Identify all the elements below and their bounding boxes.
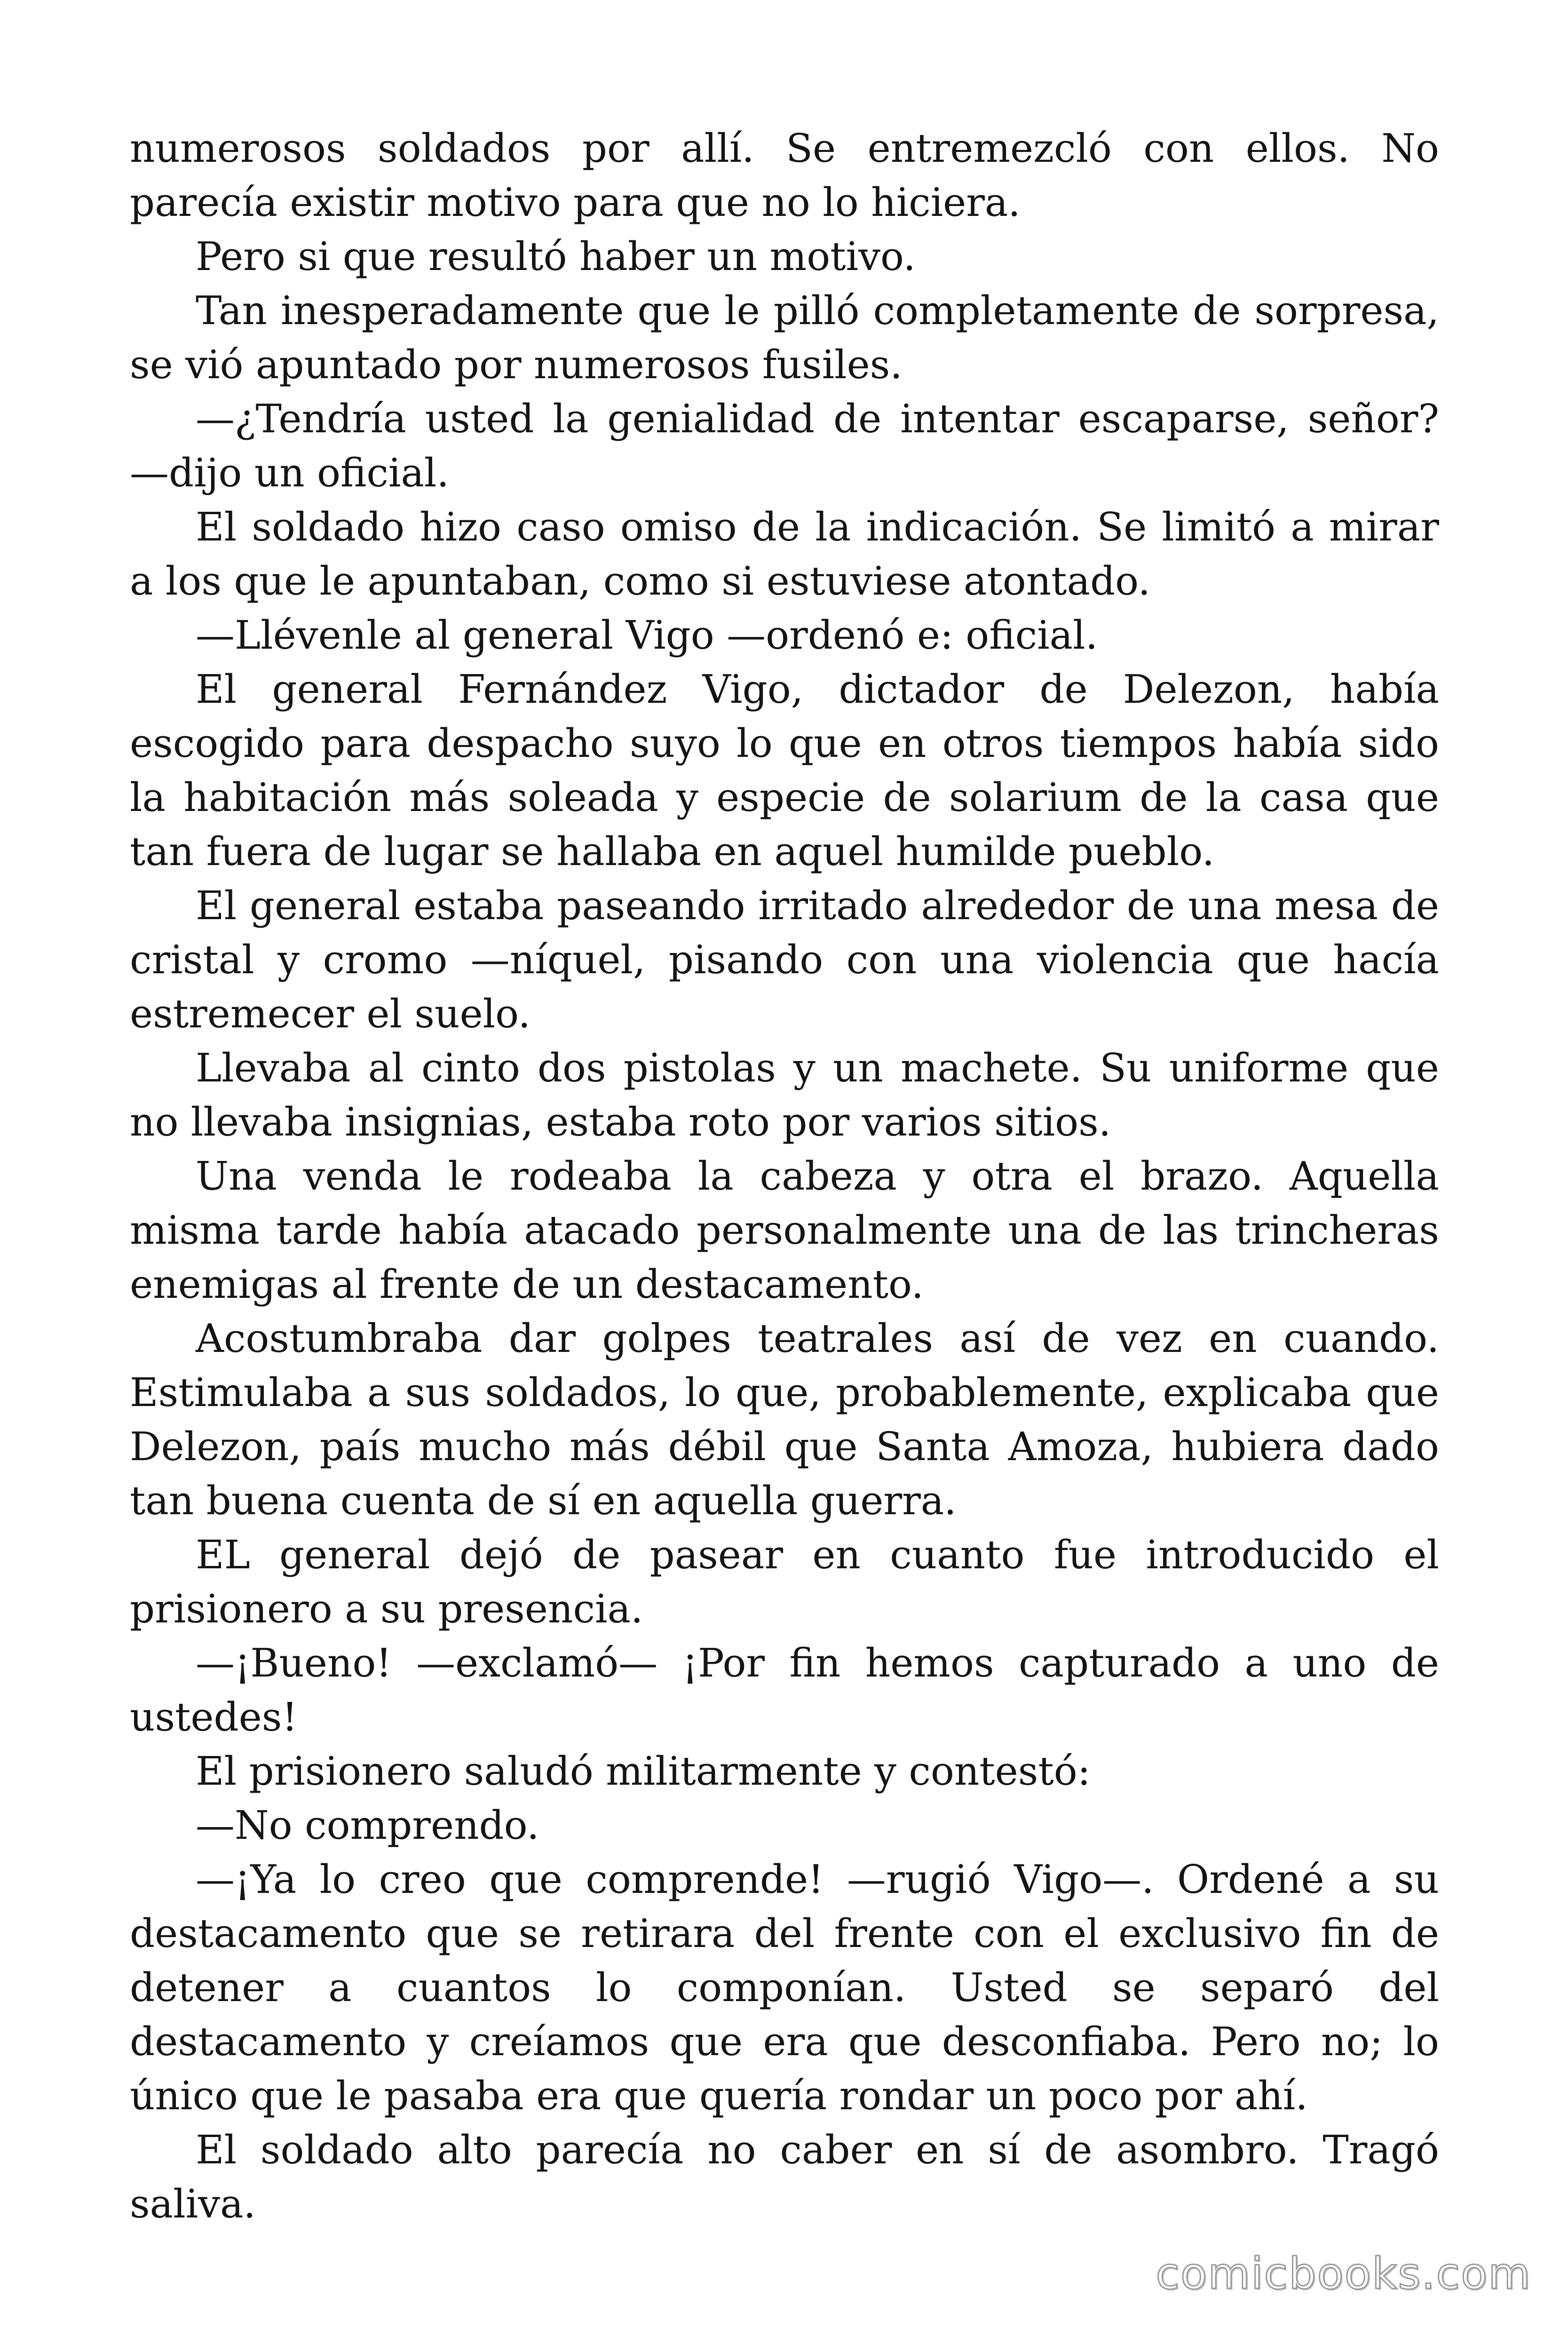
paragraph-2: Pero si que resultó haber un motivo.	[196, 234, 916, 279]
paragraph-13: —¡Bueno! —exclamó— ¡Por fin hemos capturado a uno de ustedes!	[130, 1640, 1439, 1740]
paragraph-6: —Llévenle al general Vigo —ordenó e: oficial.	[196, 612, 1098, 658]
paragraph-7: El general Fernández Vigo, dictador de Delezon, había escogido para despacho suyo lo que en otros tiempos había sido la habitación más soleada y especie de solarium de la casa que tan fuera de lugar se hallaba en aquel humilde pueblo.	[130, 667, 1439, 874]
watermark: comicbooks.com	[1156, 2249, 1531, 2299]
paragraph-10: Una venda le rodeaba la cabeza y otra el brazo. Aquella misma tarde había atacado personalmente una de las trincheras enemigas al frente de un destacamento.	[130, 1153, 1439, 1307]
paragraph-3: Tan inesperadamente que le pilló completamente de sorpresa, se vió apuntado por numerosos fusiles.	[130, 288, 1439, 388]
body-text	[130, 121, 1439, 2231]
paragraph-4: —¿Tendría usted la genialidad de intentar escaparse, señor? —dijo un oficial.	[130, 396, 1439, 496]
paragraph-14: El prisionero saludó militarmente y contestó:	[196, 1748, 1091, 1794]
paragraph-9: Llevaba al cinto dos pistolas y un machete. Su uniforme que no llevaba insignias, estaba roto por varios sitios.	[130, 1045, 1439, 1145]
paragraph-8: El general estaba paseando irritado alrededor de una mesa de cristal y cromo —níquel, pisando con una violencia que hacía estremecer el suelo.	[130, 883, 1439, 1037]
paragraph-12: EL general dejó de pasear en cuanto fue introducido el prisionero a su presencia.	[130, 1532, 1439, 1632]
paragraph-16: —¡Ya lo creo que comprende! —rugió Vigo—. Ordené a su destacamento que se retirara del frente con el exclusivo fin de detener a cuantos lo componían. Usted se separó del destacamento y creíamos que era que desconfiaba. Pero no; lo único que le pasaba era que quería rondar un poco por ahí.	[130, 1857, 1439, 2119]
paragraph-17: El soldado alto parecía no caber en sí de asombro. Tragó saliva.	[130, 2127, 1439, 2227]
paragraph-11: Acostumbraba dar golpes teatrales así de vez en cuando. Estimulaba a sus soldados, lo que, probablemente, explicaba que Delezon, país mucho más débil que Santa Amoza, hubiera dado tan buena cuenta de sí en aquella guerra.	[130, 1316, 1439, 1524]
paragraph-15: —No comprendo.	[196, 1803, 539, 1848]
paragraph-5: El soldado hizo caso omiso de la indicación. Se limitó a mirar a los que le apuntaban, como si estuviese atontado.	[130, 504, 1439, 604]
paragraph-1: numerosos soldados por allí. Se entremezcló con ellos. No parecía existir motivo para que no lo hiciera.	[130, 126, 1439, 225]
